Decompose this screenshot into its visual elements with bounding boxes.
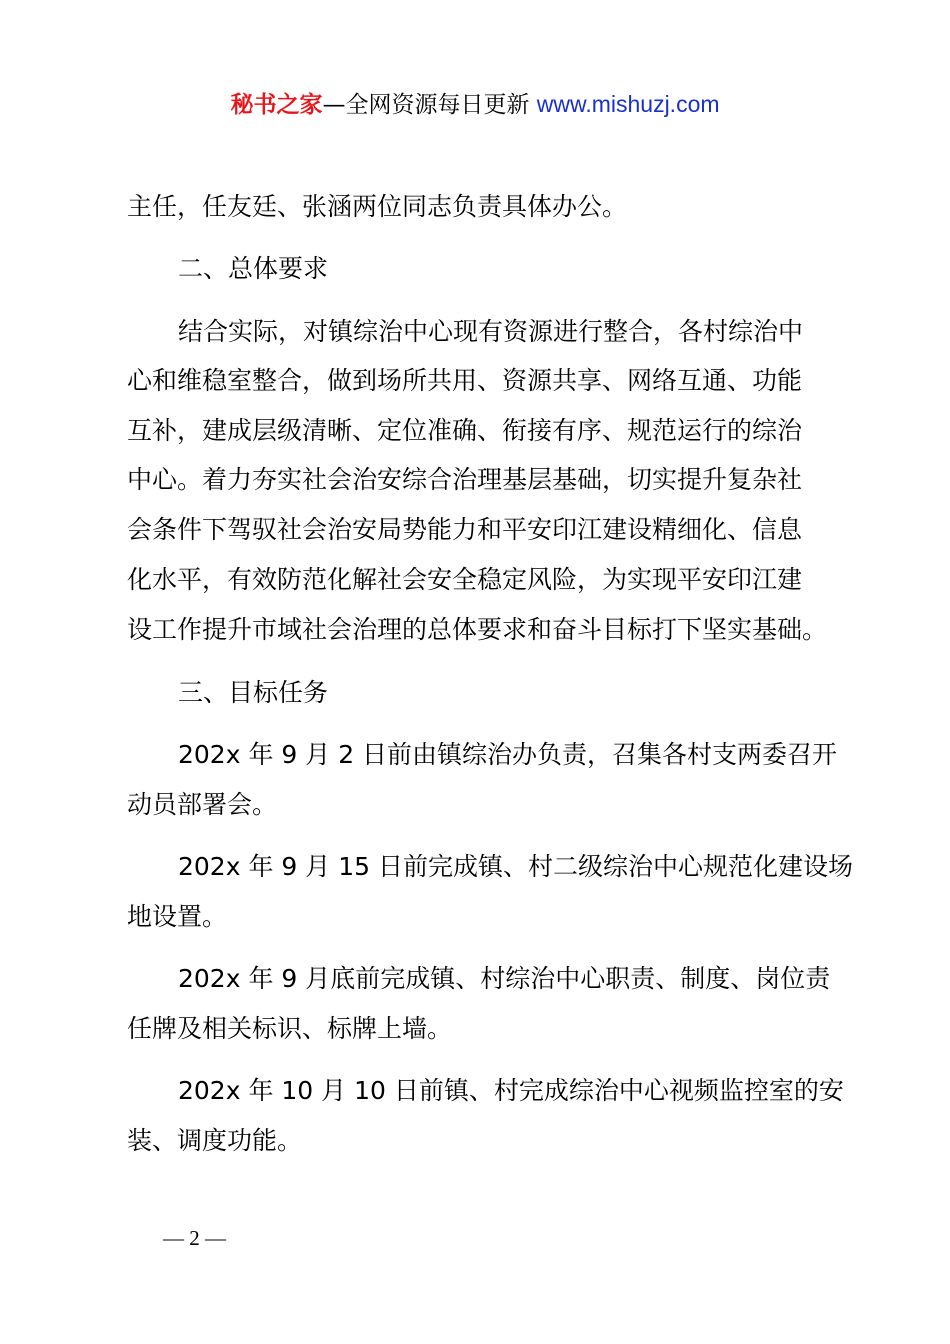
site-url-link[interactable]: www.mishuzj.com (536, 91, 720, 117)
paragraph-line: 动员部署会。 (127, 790, 278, 819)
paragraph-line: 主任，任友廷、张涵两位同志负责具体办公。 (127, 192, 628, 221)
site-header (0, 86, 950, 123)
section-heading: 三、目标任务 (178, 678, 329, 707)
paragraph-line: 202x 年 9 月底前完成镇、村综治中心职责、制度、岗位责 (178, 964, 831, 993)
paragraph-line: 结合实际，对镇综治中心现有资源进行整合，各村综治中 (178, 317, 804, 346)
paragraph-line: 化水平，有效防范化解社会安全稳定风险，为实现平安印江建 (127, 565, 803, 594)
paragraph-line: 中心。着力夯实社会治安综合治理基层基础，切实提升复杂社 (127, 465, 803, 494)
paragraph-line: 设工作提升市域社会治理的总体要求和奋斗目标打下坚实基础。 (127, 615, 828, 644)
paragraph-line: 任牌及相关标识、标牌上墙。 (127, 1014, 453, 1043)
paragraph-line: 心和维稳室整合，做到场所共用、资源共享、网络互通、功能 (127, 366, 803, 395)
paragraph-line: 202x 年 9 月 15 日前完成镇、村二级综治中心规范化建设场 (178, 852, 853, 881)
paragraph-line: 地设置。 (127, 902, 228, 931)
paragraph-line: 202x 年 9 月 2 日前由镇综治办负责，召集各村支两委召开 (178, 740, 838, 769)
paragraph-line: 互补，建成层级清晰、定位准确、衔接有序、规范运行的综治 (127, 416, 803, 445)
page-number: — 2 — (163, 1226, 226, 1250)
paragraph-line: 202x 年 10 月 10 日前镇、村完成综治中心视频监控室的安 (178, 1076, 844, 1105)
paragraph-line: 会条件下驾驭社会治安局势能力和平安印江建设精细化、信息 (127, 515, 803, 544)
site-slogan: —全网资源每日更新 (322, 92, 530, 118)
section-heading: 二、总体要求 (178, 254, 329, 283)
site-brand: 秘书之家 (230, 92, 323, 118)
paragraph-line: 装、调度功能。 (127, 1126, 303, 1155)
